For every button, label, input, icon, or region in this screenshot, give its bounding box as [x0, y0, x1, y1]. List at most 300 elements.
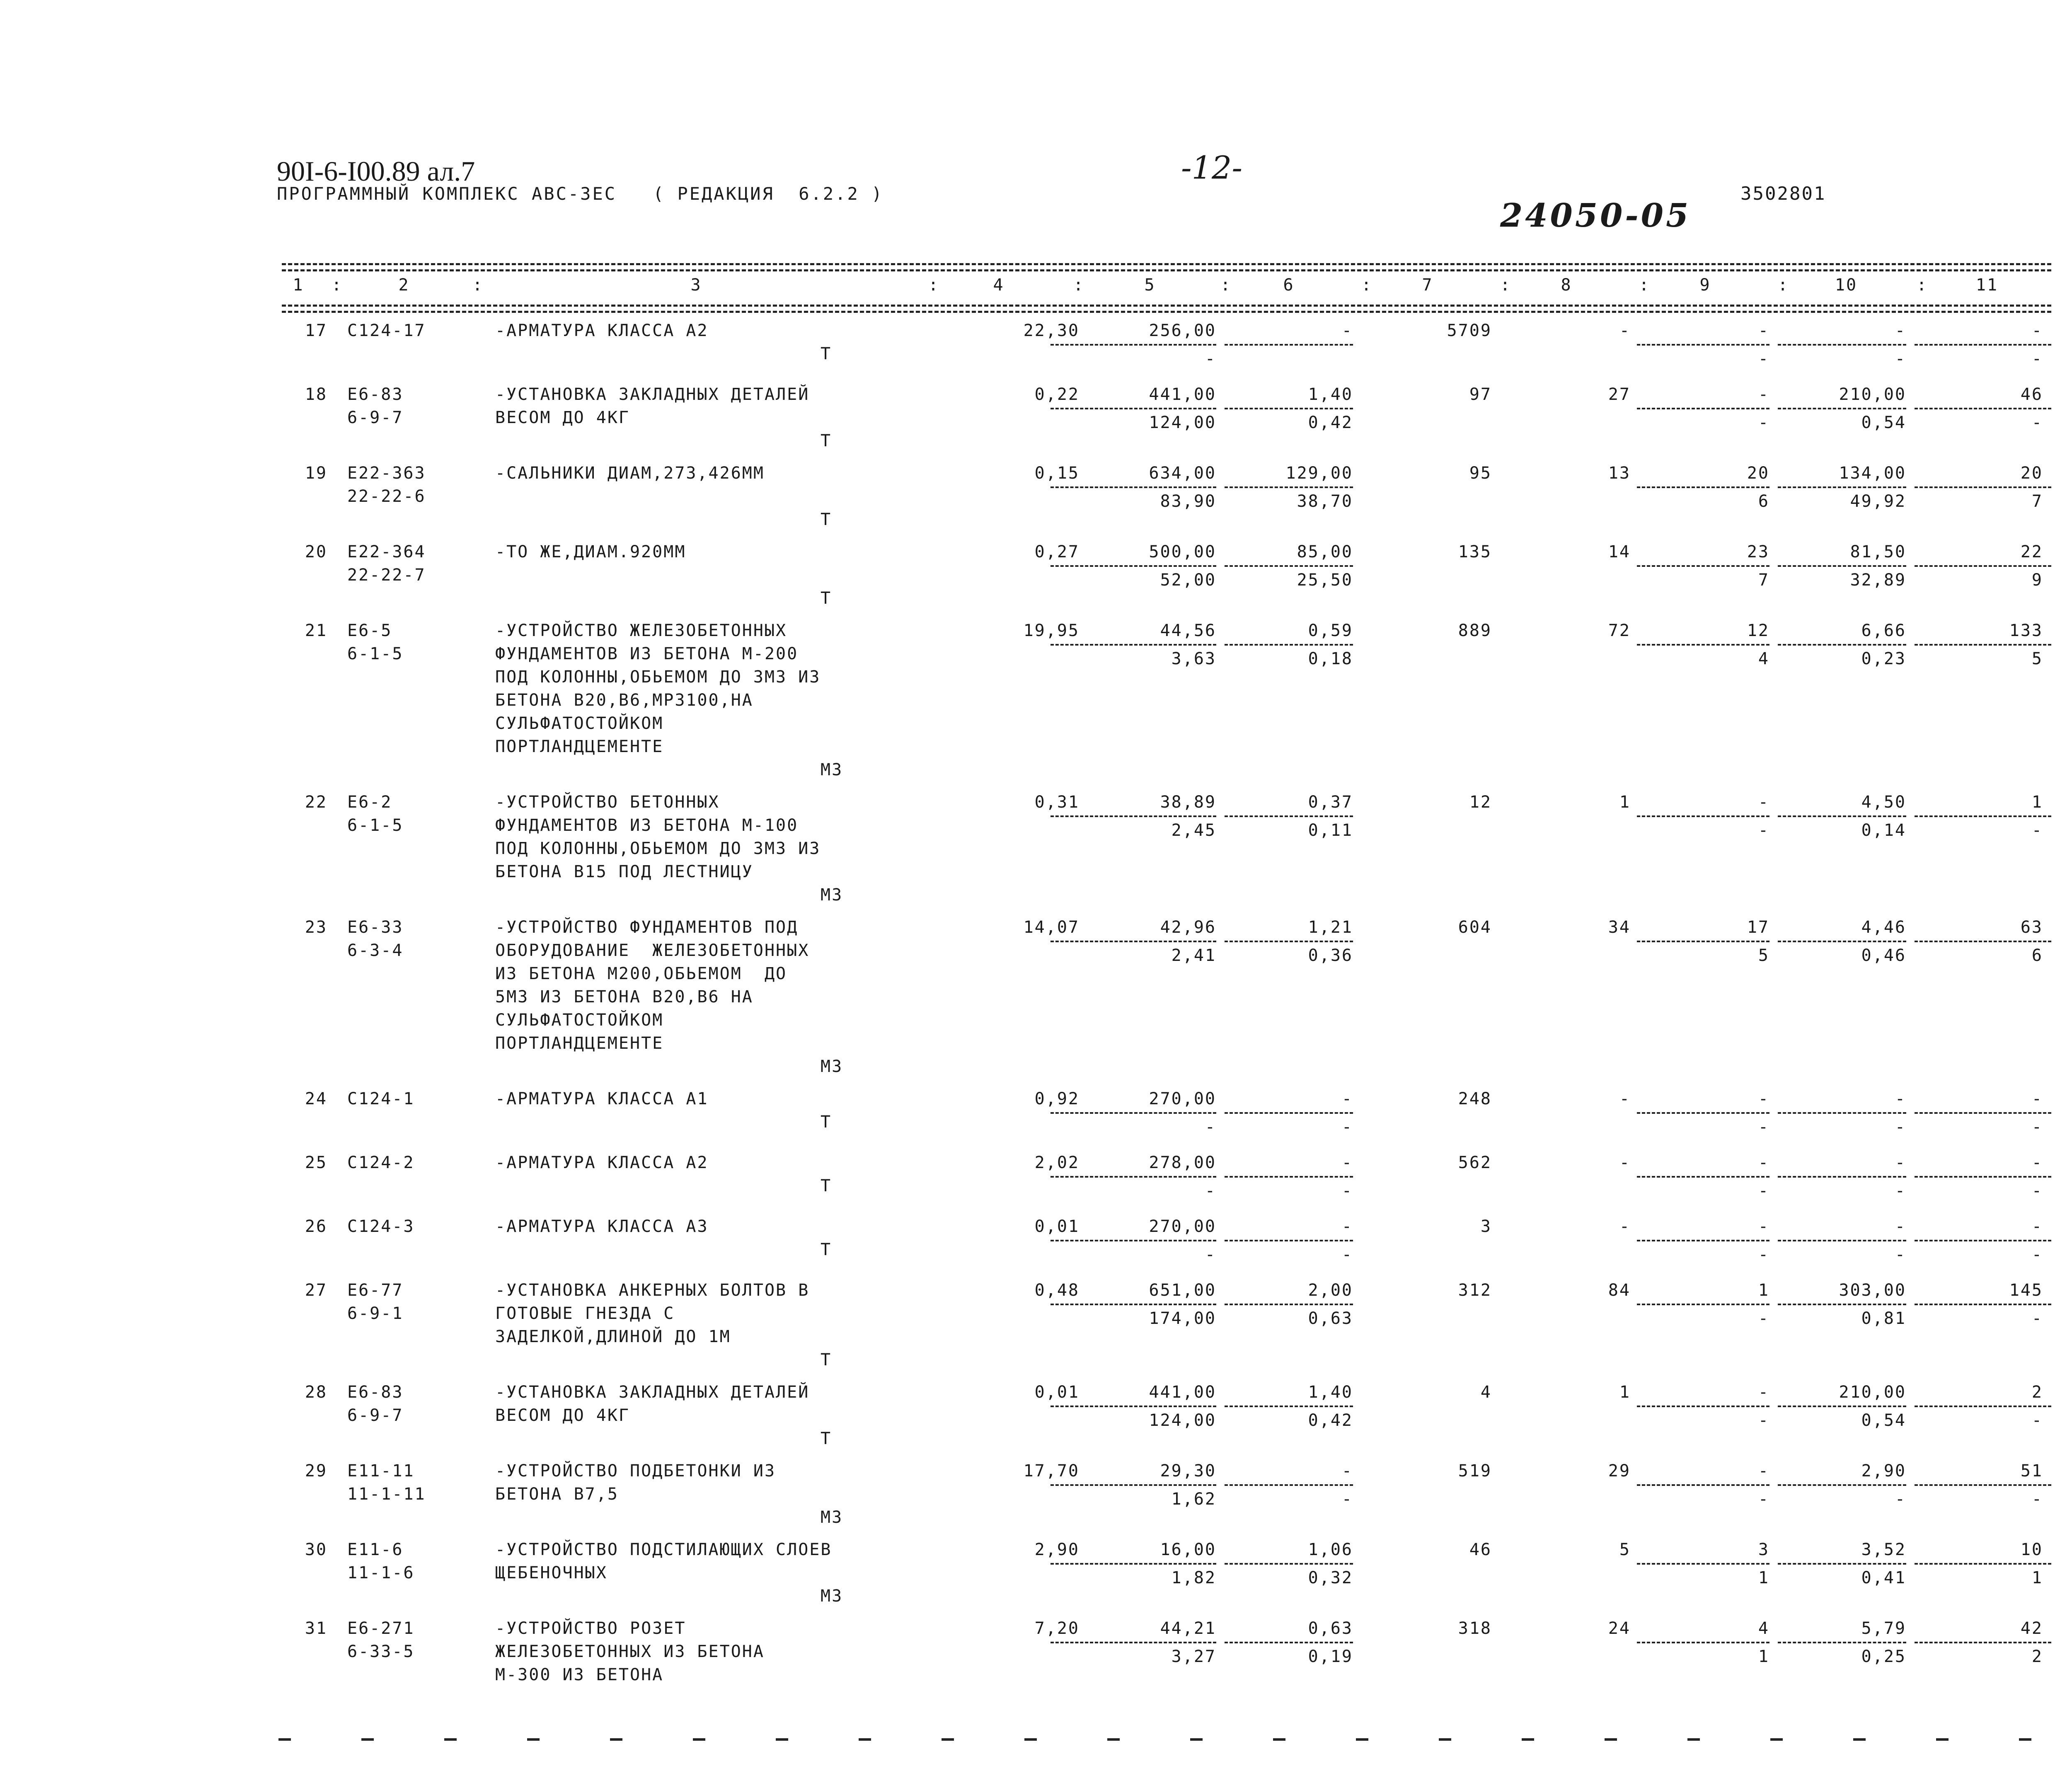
- row-code: 11-1-11: [347, 1485, 426, 1504]
- row-col6: 0,63: [1308, 1619, 1353, 1638]
- row-code: 6-33-5: [347, 1642, 415, 1661]
- dash-mark: [776, 1738, 788, 1741]
- row-code: Е6-77: [347, 1281, 404, 1300]
- row-price: 38,89: [1160, 793, 1216, 812]
- row-description: ЖЕЛЕЗОБЕТОННЫХ ИЗ БЕТОНА: [495, 1642, 765, 1661]
- row-col6-labor: 0,42: [1308, 1411, 1353, 1430]
- cell-divider: [1637, 815, 1769, 817]
- row-code: С124-1: [347, 1089, 415, 1108]
- row-col9: 17: [1747, 918, 1769, 937]
- column-header-2: 2: [398, 276, 410, 295]
- cell-divider: [1915, 941, 2051, 942]
- row-col8: 24: [1608, 1619, 1631, 1638]
- row-quantity: 7,20: [1034, 1619, 1080, 1638]
- cell-divider: [1637, 1406, 1769, 1407]
- cell-divider: [1225, 1176, 1353, 1178]
- cell-divider: [1051, 1304, 1216, 1305]
- row-price: 278,00: [1149, 1153, 1216, 1172]
- cell-divider: [1778, 1304, 1906, 1305]
- row-col8: -: [1619, 1153, 1631, 1172]
- cell-divider: [1915, 565, 2051, 567]
- row-col11: 1: [2031, 793, 2043, 812]
- row-description: -УСТАНОВКА ЗАКЛАДНЫХ ДЕТАЛЕЙ: [495, 1383, 810, 1402]
- row-price: 270,00: [1149, 1217, 1216, 1236]
- row-col11-labor: -: [2031, 1245, 2043, 1264]
- row-col11-labor: 6: [2031, 946, 2043, 965]
- row-col9-labor: 1: [1758, 1647, 1769, 1666]
- column-header-5: 5: [1144, 276, 1156, 295]
- row-col7: 46: [1469, 1540, 1492, 1559]
- row-description: БЕТОНА В7,5: [495, 1485, 619, 1504]
- row-col11: -: [2031, 1153, 2043, 1172]
- row-number: 25: [305, 1153, 327, 1172]
- code-right: 3502801: [1740, 183, 1826, 204]
- row-description: -УСТРОЙСТВО ПОДБЕТОНКИ ИЗ: [495, 1461, 776, 1481]
- row-description: ПОД КОЛОННЫ,ОБЬЕМОМ ДО 3М3 ИЗ: [495, 668, 821, 687]
- row-col11-labor: -: [2031, 349, 2043, 368]
- row-code: 22-22-6: [347, 487, 426, 506]
- row-col9: -: [1758, 1383, 1769, 1402]
- row-col9: 1: [1758, 1281, 1769, 1300]
- row-code: 11-1-6: [347, 1563, 415, 1582]
- row-price: 42,96: [1160, 918, 1216, 937]
- row-col6-labor: 0,11: [1308, 821, 1353, 840]
- row-col6-labor: -: [1341, 1118, 1353, 1137]
- dash-mark: [1770, 1738, 1783, 1741]
- dash-mark: [1853, 1738, 1866, 1741]
- row-col10: 303,00: [1839, 1281, 1906, 1300]
- row-price-labor: 83,90: [1160, 492, 1216, 511]
- cell-divider: [1778, 1176, 1906, 1178]
- cell-divider: [1051, 1112, 1216, 1114]
- row-col11-labor: -: [2031, 821, 2043, 840]
- column-separator: :: [1220, 276, 1232, 295]
- row-col9-labor: -: [1758, 1411, 1769, 1430]
- row-col8: -: [1619, 1217, 1631, 1236]
- cell-divider: [1915, 1112, 2051, 1114]
- cell-divider: [1915, 1304, 2051, 1305]
- row-description: ФУНДАМЕНТОВ ИЗ БЕТОНА М-100: [495, 816, 799, 835]
- row-col9: -: [1758, 385, 1769, 404]
- row-price-labor: 2,41: [1171, 946, 1216, 965]
- row-price: 441,00: [1149, 385, 1216, 404]
- cell-divider: [1225, 644, 1353, 646]
- row-col9-labor: -: [1758, 1118, 1769, 1137]
- cell-divider: [1637, 1484, 1769, 1486]
- cell-divider: [1637, 1176, 1769, 1178]
- cell-divider: [1225, 1240, 1353, 1241]
- row-description: БЕТОНА В15 ПОД ЛЕСТНИЦУ: [495, 862, 753, 881]
- cell-divider: [1778, 1240, 1906, 1241]
- row-code: 6-9-7: [347, 1406, 404, 1425]
- cell-divider: [1915, 1406, 2051, 1407]
- row-col11: 42: [2020, 1619, 2043, 1638]
- dash-mark: [1936, 1738, 1949, 1741]
- row-col10: 5,79: [1861, 1619, 1906, 1638]
- row-price-labor: 124,00: [1149, 413, 1216, 432]
- row-description: -УСТАНОВКА АНКЕРНЫХ БОЛТОВ В: [495, 1281, 810, 1300]
- row-code: Е6-5: [347, 621, 392, 640]
- row-price: 29,30: [1160, 1461, 1216, 1481]
- row-col11-labor: 7: [2031, 492, 2043, 511]
- row-number: 21: [305, 621, 327, 640]
- cell-divider: [1778, 344, 1906, 346]
- row-code: С124-3: [347, 1217, 415, 1236]
- row-col6: 2,00: [1308, 1281, 1353, 1300]
- row-col9: -: [1758, 1217, 1769, 1236]
- row-col6-labor: 0,36: [1308, 946, 1353, 965]
- dash-mark: [1190, 1738, 1203, 1741]
- row-col9-labor: 1: [1758, 1568, 1769, 1587]
- row-col11-labor: -: [2031, 1118, 2043, 1137]
- row-description: М-300 ИЗ БЕТОНА: [495, 1665, 664, 1684]
- row-quantity: 19,95: [1023, 621, 1080, 640]
- row-col10: 81,50: [1850, 542, 1906, 561]
- row-quantity: 0,31: [1034, 793, 1080, 812]
- row-col7: 312: [1458, 1281, 1492, 1300]
- row-code: Е6-2: [347, 793, 392, 812]
- row-description: -УСТАНОВКА ЗАКЛАДНЫХ ДЕТАЛЕЙ: [495, 385, 810, 404]
- cell-divider: [1778, 408, 1906, 409]
- dash-mark: [942, 1738, 954, 1741]
- row-description: -САЛЬНИКИ ДИАМ,273,426ММ: [495, 464, 765, 483]
- row-col10-labor: -: [1895, 349, 1906, 368]
- row-description: ВЕСОМ ДО 4КГ: [495, 1406, 630, 1425]
- row-col9: 4: [1758, 1619, 1769, 1638]
- cell-divider: [1778, 565, 1906, 567]
- row-col10: 4,50: [1861, 793, 1906, 812]
- row-description: ВЕСОМ ДО 4КГ: [495, 408, 630, 427]
- row-col10: 210,00: [1839, 385, 1906, 404]
- row-description: -АРМАТУРА КЛАССА А3: [495, 1217, 709, 1236]
- row-col9: 12: [1747, 621, 1769, 640]
- row-price-labor: 2,45: [1171, 821, 1216, 840]
- row-col10: -: [1895, 1089, 1906, 1108]
- dash-mark: [1107, 1738, 1120, 1741]
- cell-divider: [1915, 1563, 2051, 1565]
- row-unit: Т: [821, 510, 832, 529]
- cell-divider: [1051, 1176, 1216, 1178]
- column-header-4: 4: [993, 276, 1005, 295]
- cell-divider: [1637, 1240, 1769, 1241]
- cell-divider: [1051, 1240, 1216, 1241]
- row-col10: -: [1895, 1217, 1906, 1236]
- row-col11-labor: 2: [2031, 1647, 2043, 1666]
- row-description: -ТО ЖЕ,ДИАМ.920ММ: [495, 542, 686, 561]
- row-quantity: 0,92: [1034, 1089, 1080, 1108]
- row-col6: 85,00: [1297, 542, 1353, 561]
- row-price-labor: 1,82: [1171, 1568, 1216, 1587]
- row-col11: 20: [2020, 464, 2043, 483]
- cell-divider: [1915, 1176, 2051, 1178]
- row-col6: -: [1341, 1089, 1353, 1108]
- column-separator: :: [1778, 276, 1789, 295]
- row-quantity: 17,70: [1023, 1461, 1080, 1481]
- row-col10-labor: 0,41: [1861, 1568, 1906, 1587]
- row-col10: -: [1895, 1153, 1906, 1172]
- row-col9: 3: [1758, 1540, 1769, 1559]
- row-col11: 2: [2031, 1383, 2043, 1402]
- cell-divider: [1225, 408, 1353, 409]
- row-price: 270,00: [1149, 1089, 1216, 1108]
- row-price: 44,56: [1160, 621, 1216, 640]
- row-col7: 12: [1469, 793, 1492, 812]
- row-code: Е6-271: [347, 1619, 415, 1638]
- row-col6: -: [1341, 1153, 1353, 1172]
- row-col9: -: [1758, 321, 1769, 340]
- dash-mark: [278, 1738, 291, 1741]
- row-price-labor: 52,00: [1160, 571, 1216, 590]
- cell-divider: [1225, 1484, 1353, 1486]
- row-unit: Т: [821, 1350, 832, 1369]
- row-price-labor: -: [1205, 1181, 1216, 1200]
- cell-divider: [1637, 1563, 1769, 1565]
- cell-divider: [1915, 344, 2051, 346]
- row-col6: -: [1341, 1217, 1353, 1236]
- row-col11: 145: [2009, 1281, 2043, 1300]
- row-col7: 4: [1480, 1383, 1492, 1402]
- row-number: 23: [305, 918, 327, 937]
- cell-divider: [1637, 644, 1769, 646]
- row-col10-labor: 0,25: [1861, 1647, 1906, 1666]
- row-col10-labor: 0,23: [1861, 649, 1906, 668]
- row-col11-labor: -: [2031, 1411, 2043, 1430]
- cell-divider: [1778, 486, 1906, 488]
- row-col7: 95: [1469, 464, 1492, 483]
- doc-code: 90I-6-I00.89 ал.7: [277, 155, 475, 187]
- row-quantity: 0,15: [1034, 464, 1080, 483]
- row-col11: 133: [2009, 621, 2043, 640]
- row-code: Е11-11: [347, 1461, 415, 1481]
- cell-divider: [1637, 941, 1769, 942]
- row-col11: -: [2031, 321, 2043, 340]
- row-number: 27: [305, 1281, 327, 1300]
- row-description: -АРМАТУРА КЛАССА А2: [495, 1153, 709, 1172]
- row-description: ОБОРУДОВАНИЕ ЖЕЛЕЗОБЕТОННЫХ: [495, 941, 810, 960]
- row-col11-labor: 9: [2031, 571, 2043, 590]
- row-col8: 14: [1608, 542, 1631, 561]
- row-code: Е6-83: [347, 1383, 404, 1402]
- row-description: -АРМАТУРА КЛАССА А2: [495, 321, 709, 340]
- cell-divider: [1637, 344, 1769, 346]
- row-code: 6-1-5: [347, 644, 404, 663]
- row-col8: 1: [1619, 793, 1631, 812]
- row-col6: -: [1341, 321, 1353, 340]
- row-unit: Т: [821, 589, 832, 608]
- row-description: -УСТРОЙСТВО ЖЕЛЕЗОБЕТОННЫХ: [495, 621, 787, 640]
- cell-divider: [1051, 1563, 1216, 1565]
- row-number: 31: [305, 1619, 327, 1638]
- dash-mark: [361, 1738, 374, 1741]
- row-number: 17: [305, 321, 327, 340]
- row-unit: Т: [821, 344, 832, 363]
- row-col10-labor: 32,89: [1850, 571, 1906, 590]
- row-description: ГОТОВЫЕ ГНЕЗДА С: [495, 1304, 675, 1323]
- column-separator: :: [1917, 276, 1928, 295]
- row-col6: 0,59: [1308, 621, 1353, 640]
- column-separator: :: [1500, 276, 1512, 295]
- row-col9-labor: 5: [1758, 946, 1769, 965]
- row-col10-labor: 0,54: [1861, 413, 1906, 432]
- cell-divider: [1051, 815, 1216, 817]
- row-description: ИЗ БЕТОНА М200,ОБЬЕМОМ ДО: [495, 964, 787, 983]
- row-unit: М3: [821, 1057, 843, 1076]
- row-col10-labor: 0,46: [1861, 946, 1906, 965]
- cell-divider: [1637, 1112, 1769, 1114]
- row-col9: -: [1758, 1461, 1769, 1481]
- row-unit: М3: [821, 1587, 843, 1606]
- row-description: СУЛЬФАТОСТОЙКОМ: [495, 1011, 664, 1030]
- cell-divider: [1778, 815, 1906, 817]
- row-col11: 22: [2020, 542, 2043, 561]
- column-header-6: 6: [1283, 276, 1295, 295]
- cell-divider: [1225, 1406, 1353, 1407]
- row-col6-labor: 0,42: [1308, 413, 1353, 432]
- row-description: 5М3 ИЗ БЕТОНА В20,В6 НА: [495, 987, 753, 1006]
- row-col10-labor: 0,81: [1861, 1309, 1906, 1328]
- row-unit: Т: [821, 1429, 832, 1448]
- row-col10: 134,00: [1839, 464, 1906, 483]
- row-col10: 3,52: [1861, 1540, 1906, 1559]
- row-col9: -: [1758, 1153, 1769, 1172]
- row-description: ФУНДАМЕНТОВ ИЗ БЕТОНА М-200: [495, 644, 799, 663]
- row-code: Е11-6: [347, 1540, 404, 1559]
- column-separator: :: [928, 276, 940, 295]
- row-col10: 6,66: [1861, 621, 1906, 640]
- row-col9: 20: [1747, 464, 1769, 483]
- row-description: -УСТРОЙСТВО РОЗЕТ: [495, 1619, 686, 1638]
- row-col11-labor: 1: [2031, 1568, 2043, 1587]
- row-code: Е22-363: [347, 464, 426, 483]
- dash-mark: [610, 1738, 622, 1741]
- row-description: БЕТОНА В20,В6,МРЗ100,НА: [495, 691, 753, 710]
- row-col9-labor: -: [1758, 821, 1769, 840]
- row-col6-labor: 0,19: [1308, 1647, 1353, 1666]
- cell-divider: [1778, 644, 1906, 646]
- row-price-labor: -: [1205, 1245, 1216, 1264]
- row-col11-labor: -: [2031, 1309, 2043, 1328]
- row-col8: 34: [1608, 918, 1631, 937]
- row-code: 6-9-1: [347, 1304, 404, 1323]
- row-quantity: 0,27: [1034, 542, 1080, 561]
- row-quantity: 14,07: [1023, 918, 1080, 937]
- column-separator: :: [1073, 276, 1085, 295]
- row-price: 441,00: [1149, 1383, 1216, 1402]
- row-col8: 72: [1608, 621, 1631, 640]
- cell-divider: [1915, 1642, 2051, 1643]
- row-number: 30: [305, 1540, 327, 1559]
- row-col10: 2,90: [1861, 1461, 1906, 1481]
- cell-divider: [1778, 1563, 1906, 1565]
- cell-divider: [1051, 408, 1216, 409]
- row-code: 6-3-4: [347, 941, 404, 960]
- row-col8: 5: [1619, 1540, 1631, 1559]
- row-col9: 23: [1747, 542, 1769, 561]
- row-description: -УСТРОЙСТВО ФУНДАМЕНТОВ ПОД: [495, 918, 799, 937]
- cell-divider: [1225, 1563, 1353, 1565]
- cell-divider: [1051, 644, 1216, 646]
- cell-divider: [1051, 344, 1216, 346]
- row-price: 256,00: [1149, 321, 1216, 340]
- row-col11: 63: [2020, 918, 2043, 937]
- column-header-10: 10: [1835, 276, 1858, 295]
- cell-divider: [1225, 344, 1353, 346]
- cell-divider: [1637, 486, 1769, 488]
- row-code: Е22-364: [347, 542, 426, 561]
- row-unit: М3: [821, 885, 843, 905]
- row-unit: Т: [821, 1240, 832, 1259]
- row-number: 19: [305, 464, 327, 483]
- row-col6: 1,21: [1308, 918, 1353, 937]
- row-price-labor: 3,27: [1171, 1647, 1216, 1666]
- row-col7: 562: [1458, 1153, 1492, 1172]
- row-price: 500,00: [1149, 542, 1216, 561]
- row-price-labor: 1,62: [1171, 1490, 1216, 1509]
- row-col6-labor: -: [1341, 1245, 1353, 1264]
- column-separator: :: [1639, 276, 1651, 295]
- row-unit: Т: [821, 1176, 832, 1195]
- row-quantity: 0,01: [1034, 1217, 1080, 1236]
- cell-divider: [1915, 486, 2051, 488]
- row-price-labor: 124,00: [1149, 1411, 1216, 1430]
- cell-divider: [1225, 1304, 1353, 1305]
- row-price-labor: 3,63: [1171, 649, 1216, 668]
- column-header-1: 1: [293, 276, 304, 295]
- row-col9-labor: 6: [1758, 492, 1769, 511]
- row-code: Е6-33: [347, 918, 404, 937]
- row-col7: 519: [1458, 1461, 1492, 1481]
- row-description: -АРМАТУРА КЛАССА А1: [495, 1089, 709, 1108]
- cell-divider: [1637, 1642, 1769, 1643]
- row-col6: 0,37: [1308, 793, 1353, 812]
- row-description: ПОД КОЛОННЫ,ОБЬЕМОМ ДО 3М3 ИЗ: [495, 839, 821, 858]
- row-number: 24: [305, 1089, 327, 1108]
- row-col8: 27: [1608, 385, 1631, 404]
- row-col6-labor: 0,32: [1308, 1568, 1353, 1587]
- cell-divider: [1225, 565, 1353, 567]
- row-col6: 1,06: [1308, 1540, 1353, 1559]
- row-quantity: 0,48: [1034, 1281, 1080, 1300]
- cell-divider: [1225, 1642, 1353, 1643]
- row-col6-labor: 0,18: [1308, 649, 1353, 668]
- row-quantity: 0,01: [1034, 1383, 1080, 1402]
- row-col7: 318: [1458, 1619, 1492, 1638]
- row-col7: 604: [1458, 918, 1492, 937]
- row-col7: 248: [1458, 1089, 1492, 1108]
- dash-mark: [1024, 1738, 1037, 1741]
- column-header-9: 9: [1699, 276, 1711, 295]
- archive-number: 24050-05: [1500, 197, 1691, 235]
- row-col10: 4,46: [1861, 918, 1906, 937]
- column-separator: :: [332, 276, 343, 295]
- row-col10: 210,00: [1839, 1383, 1906, 1402]
- cell-divider: [1778, 941, 1906, 942]
- row-col8: -: [1619, 321, 1631, 340]
- row-description: ЗАДЕЛКОЙ,ДЛИНОЙ ДО 1М: [495, 1327, 731, 1346]
- row-price: 44,21: [1160, 1619, 1216, 1638]
- row-description: -УСТРОЙСТВО ПОДСТИЛАЮЩИХ СЛОЕВ: [495, 1540, 832, 1559]
- row-number: 18: [305, 385, 327, 404]
- row-number: 28: [305, 1383, 327, 1402]
- row-description: СУЛЬФАТОСТОЙКОМ: [495, 714, 664, 733]
- row-col6: -: [1341, 1461, 1353, 1481]
- row-code: Е6-83: [347, 385, 404, 404]
- dash-mark: [1356, 1738, 1368, 1741]
- page-number: -12-: [1181, 149, 1243, 186]
- column-header-11: 11: [1975, 276, 1999, 295]
- row-unit: Т: [821, 1113, 832, 1132]
- row-col11-labor: -: [2031, 1490, 2043, 1509]
